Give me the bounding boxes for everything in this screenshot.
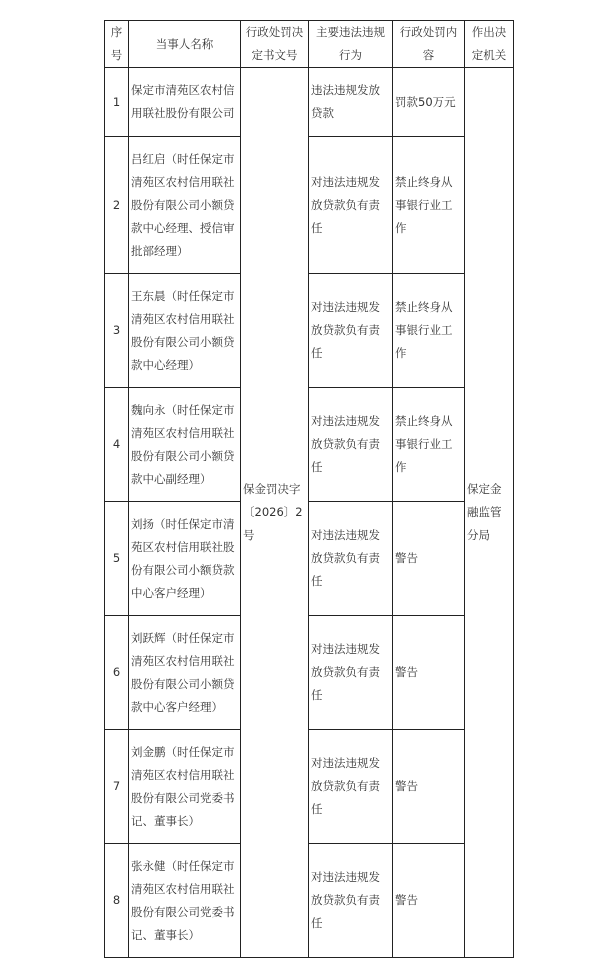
- row-violation: 对违法违规发放贷款负有责任: [309, 502, 393, 616]
- header-doc-number: 行政处罚决定书文号: [241, 21, 309, 68]
- row-penalty: 警告: [393, 502, 465, 616]
- row-party: 张永健（时任保定市清苑区农村信用联社股份有限公司党委书记、董事长）: [129, 844, 241, 958]
- row-penalty: 禁止终身从事银行业工作: [393, 274, 465, 388]
- header-authority: 作出决定机关: [465, 21, 514, 68]
- row-violation: 对违法违规发放贷款负有责任: [309, 616, 393, 730]
- row-violation: 对违法违规发放贷款负有责任: [309, 844, 393, 958]
- table-row: [105, 388, 514, 502]
- row-violation: 对违法违规发放贷款负有责任: [309, 274, 393, 388]
- header-penalty: 行政处罚内容: [393, 21, 465, 68]
- row-violation: 对违法违规发放贷款负有责任: [309, 730, 393, 844]
- row-penalty: 罚款50万元: [393, 68, 465, 137]
- row-seq: 4: [105, 388, 129, 502]
- row-party: 刘扬（时任保定市清苑区农村信用联社股份有限公司小额贷款中心客户经理）: [129, 502, 241, 616]
- table-row: [105, 730, 514, 844]
- row-penalty: 警告: [393, 616, 465, 730]
- header-party: 当事人名称: [129, 21, 241, 68]
- table-row: [105, 274, 514, 388]
- row-party: 王东晨（时任保定市清苑区农村信用联社股份有限公司小额贷款中心经理）: [129, 274, 241, 388]
- row-seq: 3: [105, 274, 129, 388]
- row-violation: 对违法违规发放贷款负有责任: [309, 388, 393, 502]
- row-penalty: 禁止终身从事银行业工作: [393, 388, 465, 502]
- row-seq: 1: [105, 68, 129, 137]
- header-violation: 主要违法违规行为: [309, 21, 393, 68]
- table-row: [105, 68, 514, 137]
- penalty-table: [104, 20, 514, 958]
- row-violation: 对违法违规发放贷款负有责任: [309, 137, 393, 274]
- row-seq: 7: [105, 730, 129, 844]
- row-party: 刘金鹏（时任保定市清苑区农村信用联社股份有限公司党委书记、董事长）: [129, 730, 241, 844]
- doc-number-cell: 保金罚决字〔2026〕2号: [241, 68, 309, 958]
- row-party: 保定市清苑区农村信用联社股份有限公司: [129, 68, 241, 137]
- row-penalty: 禁止终身从事银行业工作: [393, 137, 465, 274]
- header-seq: 序号: [105, 21, 129, 68]
- row-penalty: 警告: [393, 844, 465, 958]
- table-row: [105, 616, 514, 730]
- row-party: 吕红启（时任保定市清苑区农村信用联社股份有限公司小额贷款中心经理、授信审批部经理）: [129, 137, 241, 274]
- authority-cell: 保定金融监管分局: [465, 68, 514, 958]
- row-seq: 8: [105, 844, 129, 958]
- table-row: [105, 844, 514, 958]
- row-party: 刘跃辉（时任保定市清苑区农村信用联社股份有限公司小额贷款中心客户经理）: [129, 616, 241, 730]
- row-seq: 5: [105, 502, 129, 616]
- row-seq: 6: [105, 616, 129, 730]
- row-party: 魏向永（时任保定市清苑区农村信用联社股份有限公司小额贷款中心副经理）: [129, 388, 241, 502]
- header-row: [105, 21, 514, 68]
- row-seq: 2: [105, 137, 129, 274]
- table-row: [105, 137, 514, 274]
- row-penalty: 警告: [393, 730, 465, 844]
- table-row: [105, 502, 514, 616]
- row-violation: 违法违规发放贷款: [309, 68, 393, 137]
